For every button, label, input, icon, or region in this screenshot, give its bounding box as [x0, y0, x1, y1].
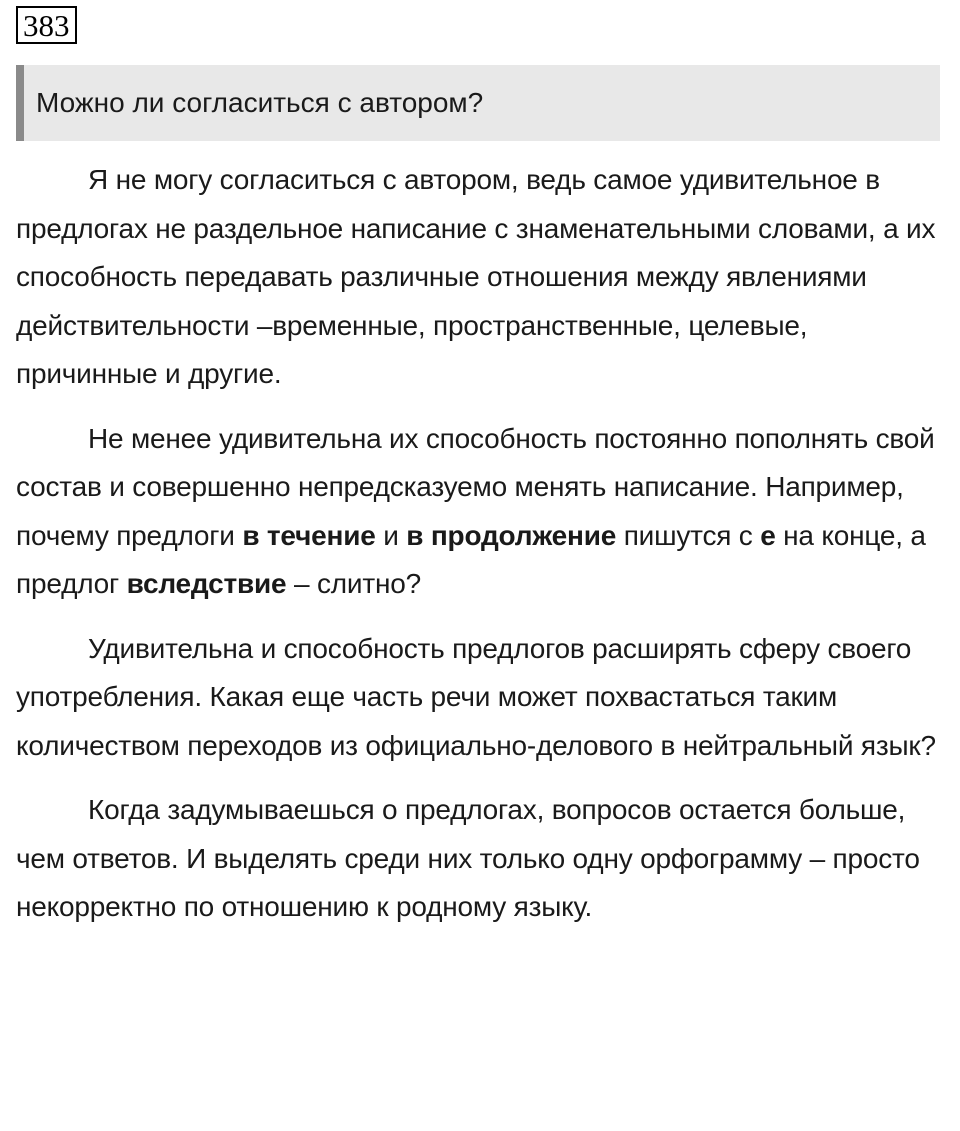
paragraph-2-part-2: и — [375, 519, 407, 551]
question-box — [16, 65, 940, 141]
paragraph-3: Удивительна и способность предлогов расширять сферу своего употребления. Какая еще часть речи может похвастаться таким количеством переходов из официально-делового в нейтральный язык? — [16, 632, 936, 761]
paragraph-1: Я не могу согласиться с автором, ведь самое удивительное в предлогах не раздельное написание с знаменательными словами, а их способность передавать различные отношения между явлениями действительности –временные, пространственные, целевые, причинные и другие. — [16, 164, 936, 389]
paragraph-2-part-3: пишутся с — [616, 519, 761, 551]
paragraph-2-part-4: на конце, а предлог — [16, 519, 926, 599]
bold-letter-e: е — [760, 519, 776, 551]
answer-text — [16, 156, 946, 948]
paragraph-2-part-1: Не менее удивительна их способность постоянно пополнять свой состав и совершенно непредсказуемо менять написание. Например, почему предлоги — [16, 422, 935, 551]
bold-term-v-techenie: в течение — [242, 519, 376, 551]
paragraph-4: Когда задумываешься о предлогах, вопросов остается больше, чем ответов. И выделять среди них только одну орфограмму – просто некорректно по отношению к родному языку. — [16, 794, 920, 922]
bold-term-v-prodolzhenie: в продолжение — [406, 519, 617, 551]
paragraph-2 — [16, 415, 946, 609]
task-number: 383 — [16, 6, 77, 44]
paragraph-2-part-5: – слитно? — [286, 568, 421, 599]
bold-term-vsledstvie: вследствие — [126, 568, 287, 599]
question-text: Можно ли согласиться с автором? — [36, 87, 484, 118]
